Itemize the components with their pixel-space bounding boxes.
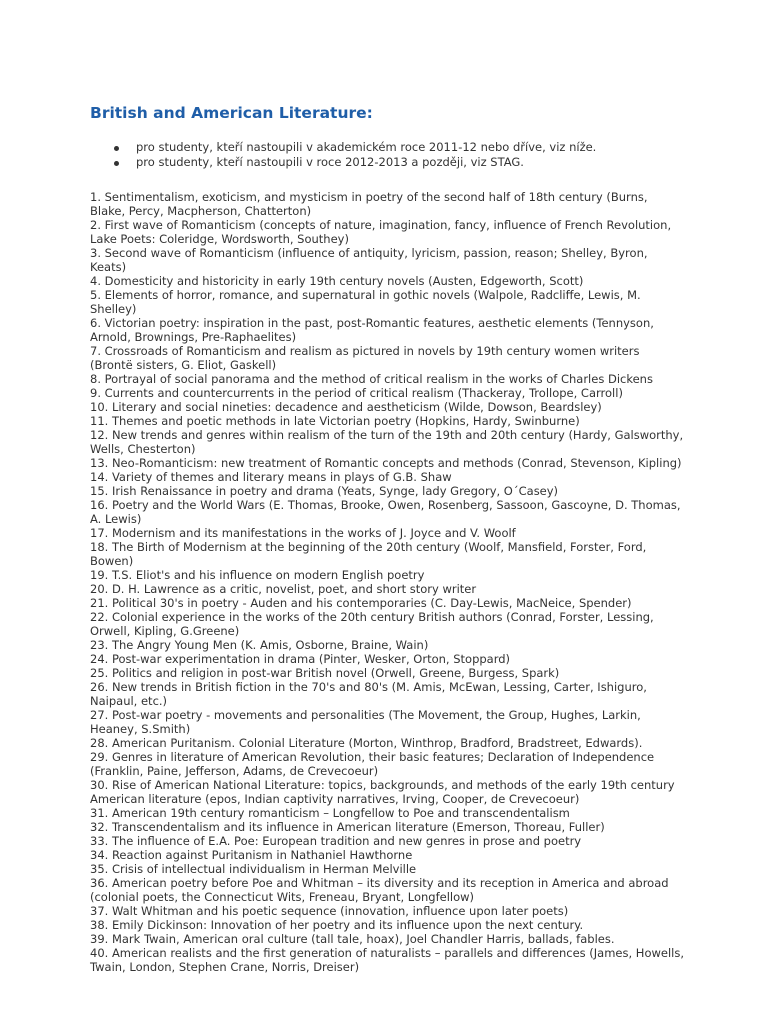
topic-item: 24. Post-war experimentation in drama (Pinter, Wesker, Orton, Stoppard) [90, 652, 511, 666]
topic-item: 15. Irish Renaissance in poetry and drama (Yeats, Synge, lady Gregory, O´Casey) [90, 484, 559, 498]
topic-item: 13. Neo-Romanticism: new treatment of Romantic concepts and methods (Conrad, Stevenson, Kipling) [90, 456, 682, 470]
bullet-text: pro studenty, kteří nastoupili v akademickém roce 2011-12 nebo dříve, viz níže. [136, 140, 597, 154]
topic-item: 5. Elements of horror, romance, and supernatural in gothic novels (Walpole, Radcliffe, Lewis, M. Shelley) [90, 288, 641, 316]
topic-item: 18. The Birth of Modernism at the beginning of the 20th century (Woolf, Mansfield, Forster, Ford, Bowen) [90, 540, 647, 568]
page-title: British and American Literature: [90, 104, 373, 122]
topic-item: 33. The influence of E.A. Poe: European tradition and new genres in prose and poetry [90, 834, 582, 848]
topic-item: 12. New trends and genres within realism of the turn of the 19th and 20th century (Hardy, Galsworthy, Wells, Chesterton) [90, 428, 684, 456]
topic-item: 21. Political 30's in poetry - Auden and his contemporaries (C. Day-Lewis, MacNeice, Spender) [90, 596, 632, 610]
topic-item: 29. Genres in literature of American Revolution, their basic features; Declaration of Independence (Franklin, Paine, Jefferson, Adams, de Crevecoeur) [90, 750, 655, 778]
topic-item: 38. Emily Dickinson: Innovation of her poetry and its influence upon the next century. [90, 918, 584, 932]
topic-item: 2. First wave of Romanticism (concepts of nature, imagination, fancy, influence of French Revolution, Lake Poets: Coleridge, Wordsworth, Southey) [90, 218, 672, 246]
topic-item: 17. Modernism and its manifestations in the works of J. Joyce and V. Woolf [90, 526, 516, 540]
topic-item: 11. Themes and poetic methods in late Victorian poetry (Hopkins, Hardy, Swinburne) [90, 414, 580, 428]
topic-item: 34. Reaction against Puritanism in Nathaniel Hawthorne [90, 848, 413, 862]
info-bullet-list [90, 140, 690, 170]
topic-item: 9. Currents and countercurrents in the period of critical realism (Thackeray, Trollope, Carroll) [90, 386, 623, 400]
topic-item: 8. Portrayal of social panorama and the method of critical realism in the works of Charles Dickens [90, 372, 653, 386]
bullet-item [114, 155, 690, 170]
topic-item: 27. Post-war poetry - movements and personalities (The Movement, the Group, Hughes, Larkin, Heaney, S.Smith) [90, 708, 641, 736]
topic-item: 7. Crossroads of Romanticism and realism as pictured in novels by 19th century women writers (Brontë sisters, G. Eliot, Gaskell) [90, 344, 640, 372]
topic-item: 40. American realists and the first generation of naturalists – parallels and differences (James, Howells, Twain, London, Stephen Crane, Norris, Dreiser) [90, 946, 685, 974]
topic-item: 1. Sentimentalism, exoticism, and mysticism in poetry of the second half of 18th century (Burns, Blake, Percy, Macpherson, Chatterton) [90, 190, 648, 218]
topic-item: 22. Colonial experience in the works of the 20th century British authors (Conrad, Forster, Lessing, Orwell, Kipling, G.Greene) [90, 610, 654, 638]
topic-item: 14. Variety of themes and literary means in plays of G.B. Shaw [90, 470, 452, 484]
topic-item: 30. Rise of American National Literature: topics, backgrounds, and methods of the early 19th century American literature (epos, Indian captivity narratives, Irving, Cooper, de Crevecoeur) [90, 778, 675, 806]
bullet-text: pro studenty, kteří nastoupili v roce 2012-2013 a později, viz STAG. [136, 155, 524, 169]
topic-item: 4. Domesticity and historicity in early 19th century novels (Austen, Edgeworth, Scott) [90, 274, 584, 288]
topic-item: 26. New trends in British fiction in the 70's and 80's (M. Amis, McEwan, Lessing, Carter, Ishiguro, Naipaul, etc.) [90, 680, 647, 708]
topic-list [90, 190, 685, 974]
topic-item: 3. Second wave of Romanticism (influence of antiquity, lyricism, passion, reason; Shelley, Byron, Keats) [90, 246, 648, 274]
topic-item: 19. T.S. Eliot's and his influence on modern English poetry [90, 568, 425, 582]
topic-item: 23. The Angry Young Men (K. Amis, Osborne, Braine, Wain) [90, 638, 429, 652]
bullet-dot-icon [114, 161, 119, 166]
bullet-dot-icon [114, 146, 119, 151]
topic-item: 39. Mark Twain, American oral culture (tall tale, hoax), Joel Chandler Harris, ballads, fables. [90, 932, 615, 946]
topic-item: 31. American 19th century romanticism – Longfellow to Poe and transcendentalism [90, 806, 570, 820]
topic-item: 35. Crisis of intellectual individualism in Herman Melville [90, 862, 417, 876]
topic-item: 16. Poetry and the World Wars (E. Thomas, Brooke, Owen, Rosenberg, Sassoon, Gascoyne, D. Thomas, A. Lewis) [90, 498, 681, 526]
topic-item: 6. Victorian poetry: inspiration in the past, post-Romantic features, aesthetic elements (Tennyson, Arnold, Brownings, Pre-Raphaelites) [90, 316, 654, 344]
document-page [90, 104, 690, 974]
topic-item: 25. Politics and religion in post-war British novel (Orwell, Greene, Burgess, Spark) [90, 666, 560, 680]
topic-item: 36. American poetry before Poe and Whitman – its diversity and its reception in America and abroad (colonial poets, the Connecticut Wits, Freneau, Bryant, Longfellow) [90, 876, 669, 904]
topic-item: 10. Literary and social nineties: decadence and aestheticism (Wilde, Dowson, Beardsley) [90, 400, 602, 414]
topic-item: 32. Transcendentalism and its influence in American literature (Emerson, Thoreau, Fuller) [90, 820, 605, 834]
topic-item: 37. Walt Whitman and his poetic sequence (innovation, influence upon later poets) [90, 904, 569, 918]
topic-item: 28. American Puritanism. Colonial Literature (Morton, Winthrop, Bradford, Bradstreet, Edwards). [90, 736, 643, 750]
topic-item: 20. D. H. Lawrence as a critic, novelist, poet, and short story writer [90, 582, 477, 596]
bullet-item [114, 140, 690, 155]
